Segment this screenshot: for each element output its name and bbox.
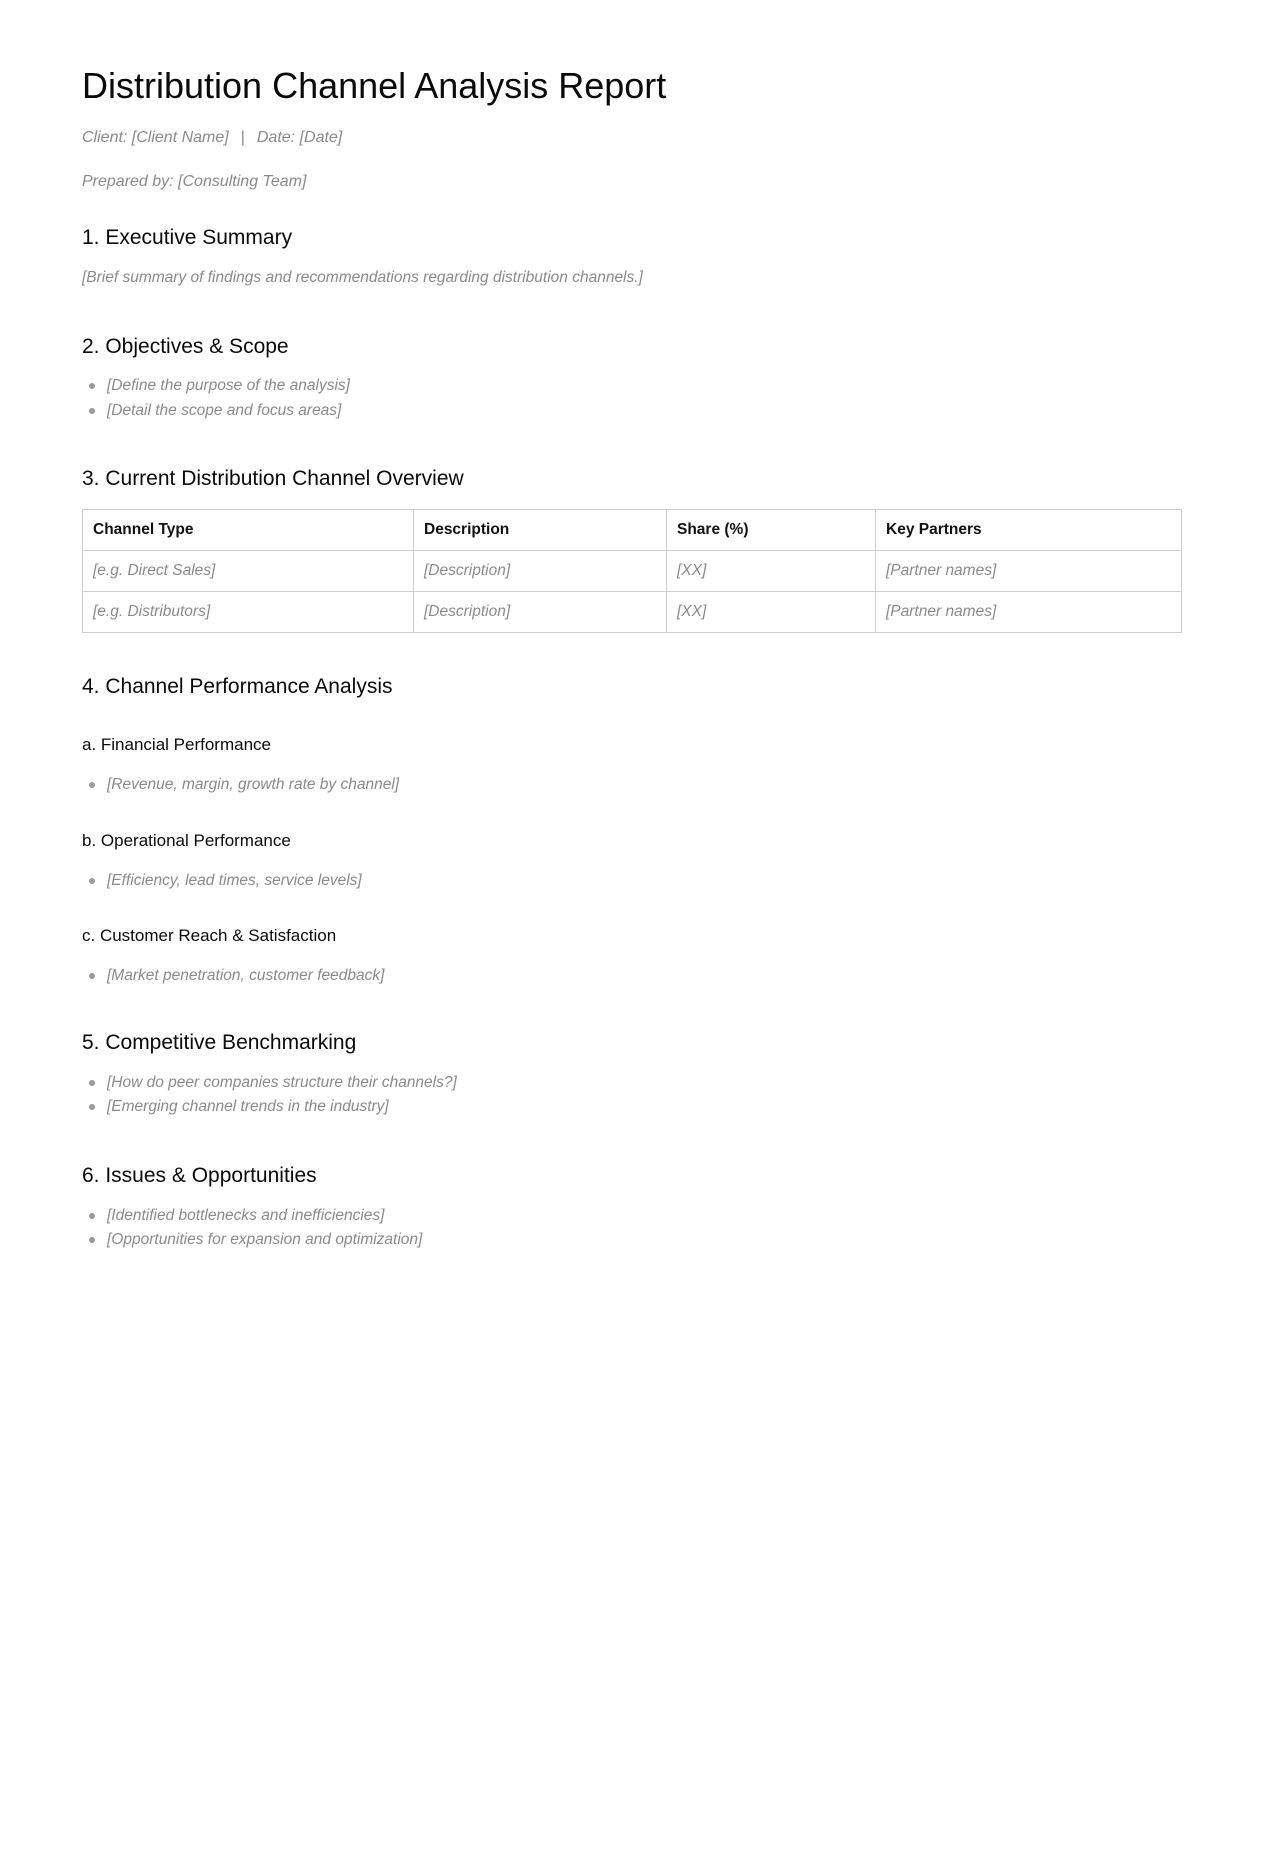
table-header-row bbox=[83, 510, 1182, 551]
bullet-icon bbox=[89, 1237, 95, 1243]
bullet-icon bbox=[89, 973, 95, 979]
section-issues-opportunities bbox=[82, 1163, 1181, 1253]
list-item: [Emerging channel trends in the industry] bbox=[82, 1095, 1181, 1120]
bullet-icon bbox=[89, 1213, 95, 1219]
executive-summary-text: [Brief summary of findings and recommendations regarding distribution channels.] bbox=[82, 269, 643, 286]
prepared-by: Prepared by: [Consulting Team] bbox=[82, 173, 307, 190]
column-header-share: Share (%) bbox=[667, 510, 876, 551]
section-heading: 1. Executive Summary bbox=[82, 226, 293, 249]
section-heading: 5. Competitive Benchmarking bbox=[82, 1030, 357, 1054]
cell-description: [Description] bbox=[414, 592, 667, 633]
subsection-heading: b. Operational Performance bbox=[82, 830, 291, 850]
list-item: [Opportunities for expansion and optimization] bbox=[82, 1228, 1181, 1253]
subsection-customer-reach bbox=[82, 925, 1181, 989]
section-performance-analysis bbox=[82, 674, 1181, 989]
subsection-financial-performance bbox=[82, 734, 1181, 798]
cell-share: [XX] bbox=[667, 592, 876, 633]
cell-key-partners: [Partner names] bbox=[876, 551, 1182, 592]
list-item: [Define the purpose of the analysis] bbox=[82, 374, 1181, 399]
bullet-icon bbox=[89, 782, 95, 788]
list-item: [Revenue, margin, growth rate by channel] bbox=[82, 773, 1181, 798]
document-meta-line bbox=[82, 128, 1181, 148]
list-item: [Efficiency, lead times, service levels] bbox=[82, 869, 1181, 894]
cell-key-partners: [Partner names] bbox=[876, 592, 1182, 633]
column-header-channel-type: Channel Type bbox=[83, 510, 414, 551]
section-heading: 4. Channel Performance Analysis bbox=[82, 675, 393, 698]
cell-share: [XX] bbox=[667, 551, 876, 592]
list-item: [How do peer companies structure their channels?] bbox=[82, 1071, 1181, 1096]
date-field: Date: [Date] bbox=[256, 129, 343, 146]
section-channel-overview bbox=[82, 466, 1181, 633]
section-heading: 2. Objectives & Scope bbox=[82, 335, 289, 358]
bullet-icon bbox=[89, 1104, 95, 1110]
list-item: [Detail the scope and focus areas] bbox=[82, 399, 1181, 424]
subsection-heading: a. Financial Performance bbox=[82, 735, 271, 754]
document-title: Distribution Channel Analysis Report bbox=[82, 65, 667, 106]
channel-overview-table bbox=[82, 509, 1182, 633]
list-item: [Identified bottlenecks and inefficiencies] bbox=[82, 1204, 1181, 1229]
table-row bbox=[83, 551, 1182, 592]
objectives-list bbox=[82, 374, 1181, 423]
section-heading: 3. Current Distribution Channel Overview bbox=[82, 467, 464, 490]
customer-reach-list bbox=[82, 964, 1181, 989]
section-heading: 6. Issues & Opportunities bbox=[82, 1163, 317, 1187]
subsection-operational-performance bbox=[82, 830, 1181, 894]
table-row bbox=[83, 592, 1182, 633]
client-field: Client: [Client Name] bbox=[82, 129, 229, 146]
bullet-icon bbox=[89, 408, 95, 414]
issues-list bbox=[82, 1204, 1181, 1253]
subsection-heading: c. Customer Reach & Satisfaction bbox=[82, 926, 337, 945]
bullet-icon bbox=[89, 1080, 95, 1086]
cell-channel-type: [e.g. Direct Sales] bbox=[83, 551, 414, 592]
section-executive-summary bbox=[82, 225, 1181, 288]
cell-channel-type: [e.g. Distributors] bbox=[83, 592, 414, 633]
section-objectives-scope bbox=[82, 334, 1181, 423]
bullet-icon bbox=[89, 383, 95, 389]
benchmarking-list bbox=[82, 1071, 1181, 1120]
column-header-key-partners: Key Partners bbox=[876, 510, 1182, 551]
cell-description: [Description] bbox=[414, 551, 667, 592]
financial-list bbox=[82, 773, 1181, 798]
column-header-description: Description bbox=[414, 510, 667, 551]
list-item: [Market penetration, customer feedback] bbox=[82, 964, 1181, 989]
section-competitive-benchmarking bbox=[82, 1030, 1181, 1120]
operational-list bbox=[82, 869, 1181, 894]
bullet-icon bbox=[89, 878, 95, 884]
meta-separator: | bbox=[240, 129, 245, 146]
